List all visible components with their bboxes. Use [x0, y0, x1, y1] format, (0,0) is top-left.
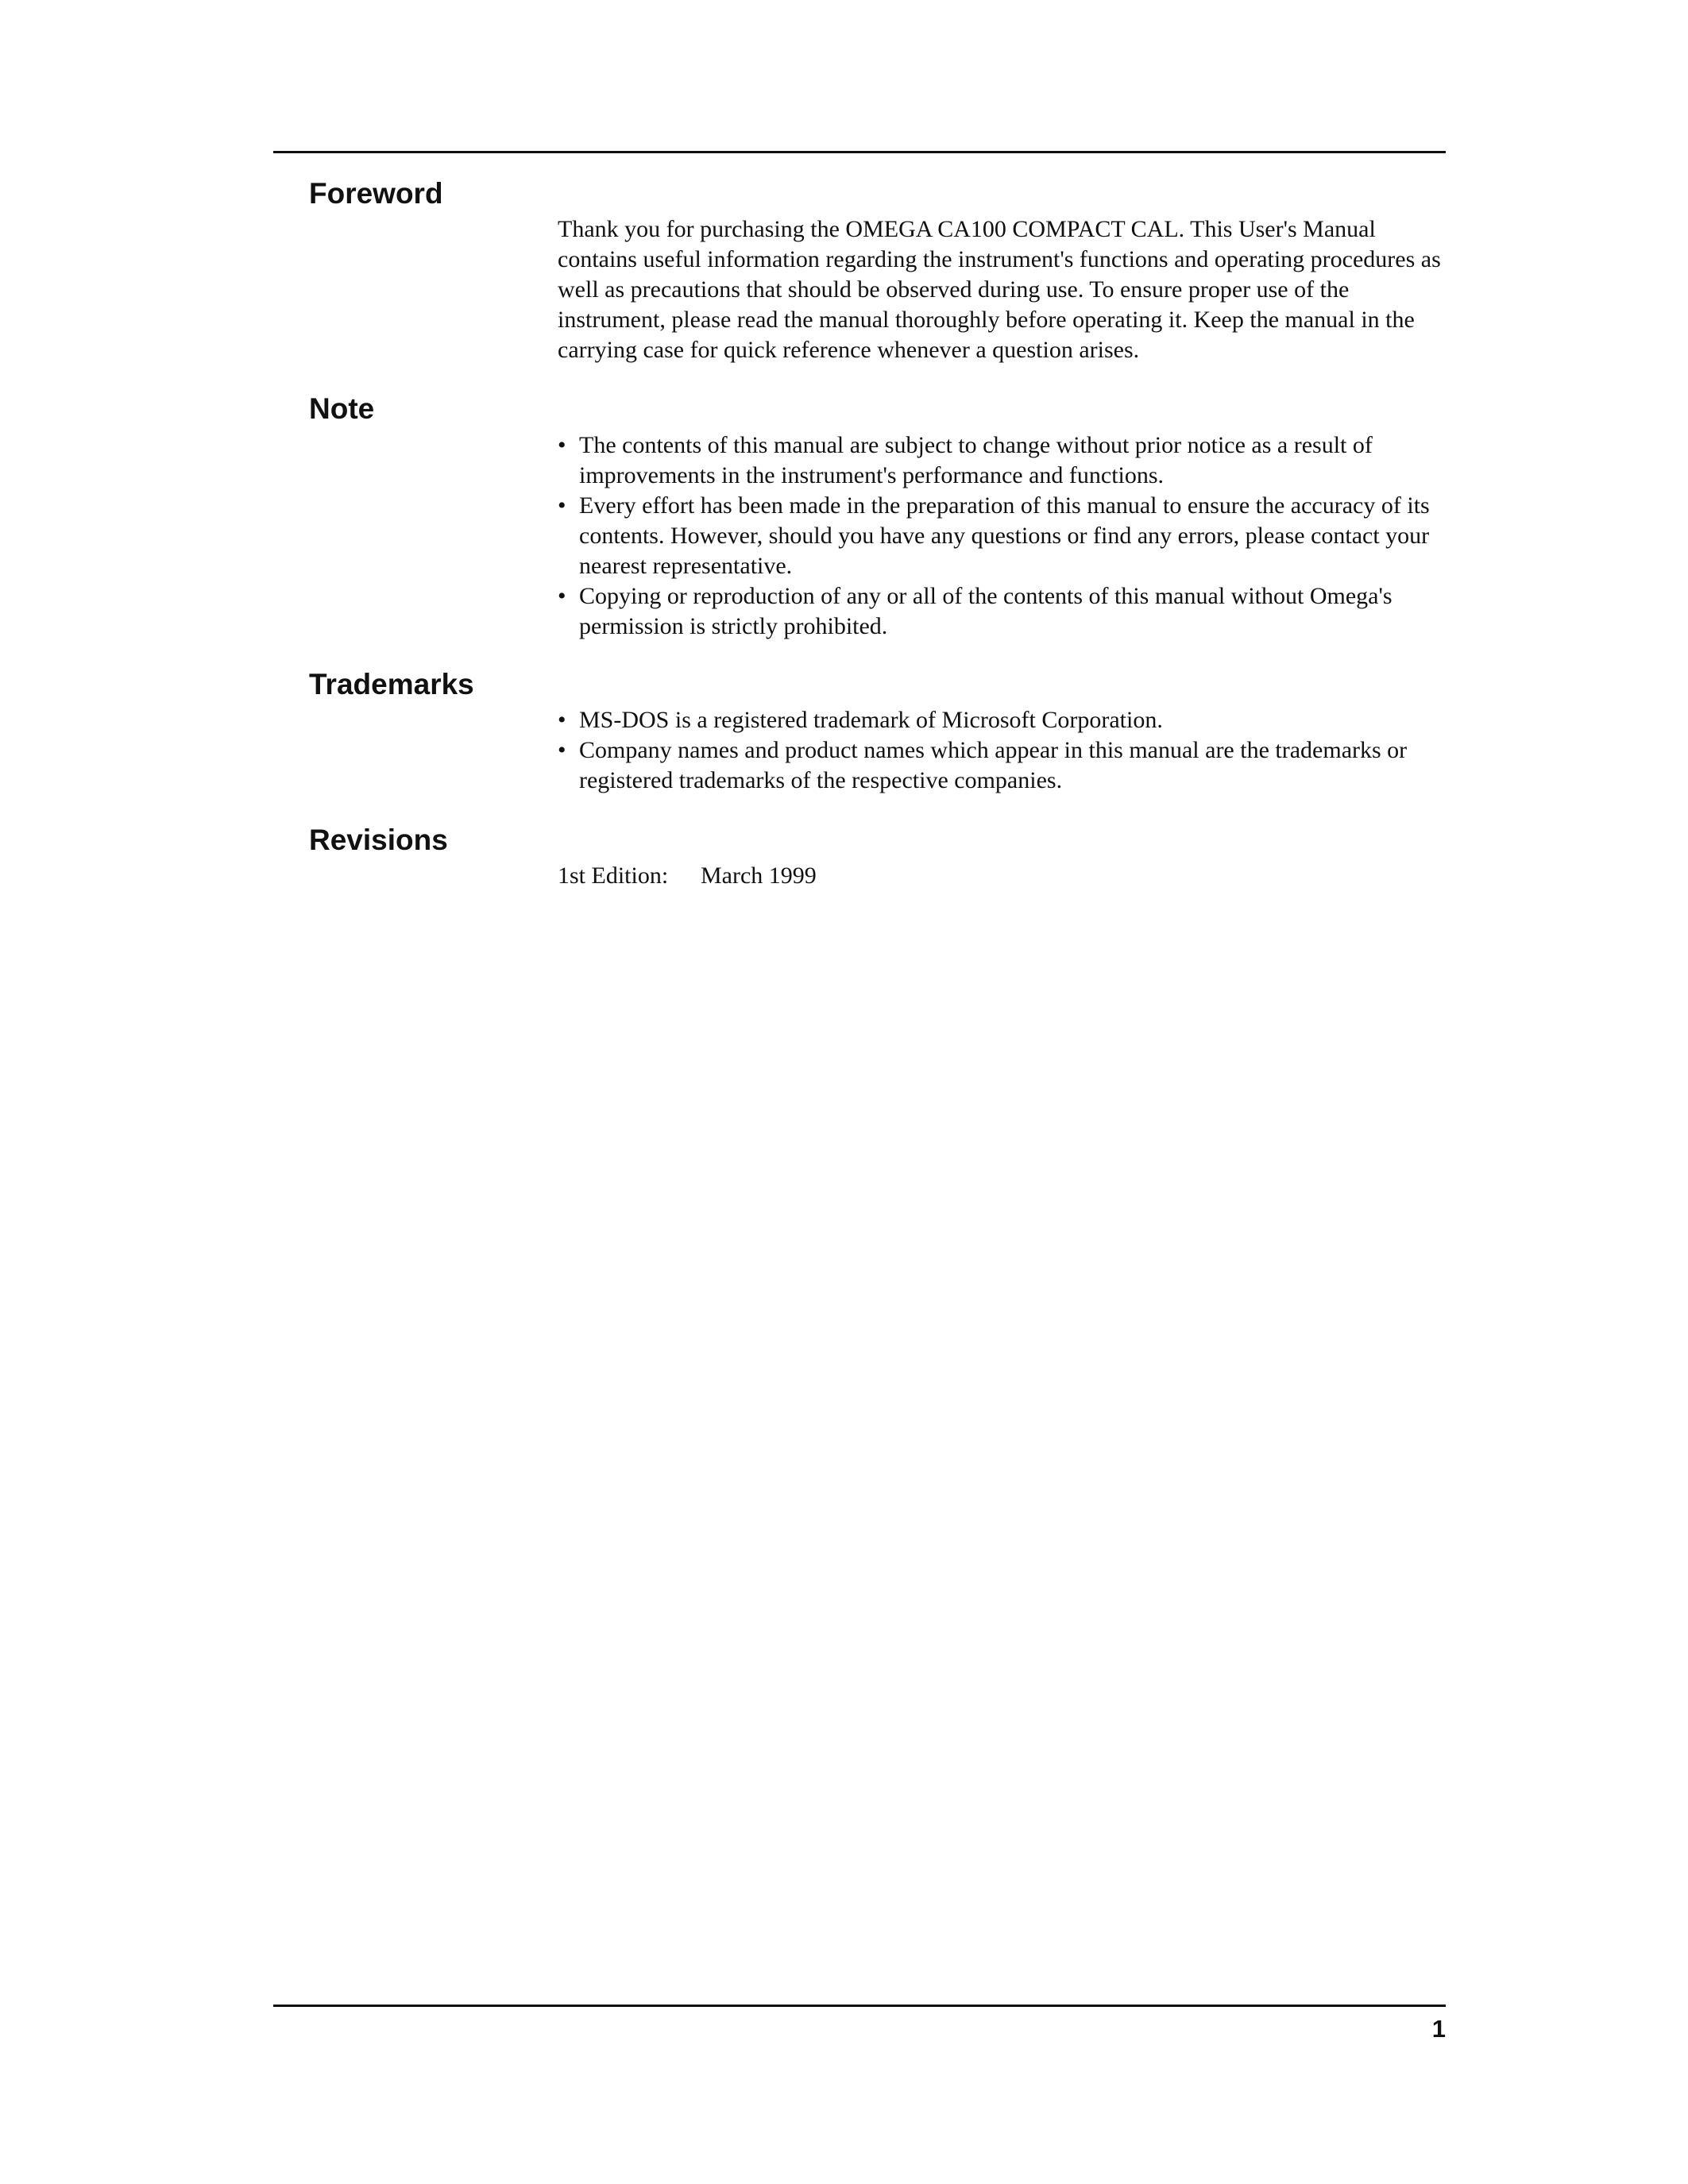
list-item [558, 735, 1447, 796]
list-item [558, 430, 1447, 491]
trademarks-heading: Trademarks [309, 668, 474, 700]
foreword-text: Thank you for purchasing the OMEGA CA100 COMPACT CAL. This User's Manual contains useful information regarding the instrument's functions and operating procedures as well as precautions that should be observed during use. To ensure proper use of the instrument, please read the manual thoroughly before operating it. Keep the manual in the carrying case for quick reference whenever a question arises. [558, 216, 1441, 363]
note-heading: Note [309, 392, 375, 425]
note-body [558, 430, 1447, 642]
page-number: 1 [1431, 2015, 1446, 2043]
revisions-body [558, 861, 1447, 891]
edition-date: March 1999 [701, 862, 817, 889]
bottom-rule [273, 2005, 1446, 2007]
note-item-text: The contents of this manual are subject to change without prior notice as a result of improvements in the instrument's performance and functions. [579, 432, 1373, 488]
trademarks-list [558, 705, 1447, 796]
trademarks-body [558, 705, 1447, 796]
trademark-item-text: MS-DOS is a registered trademark of Microsoft Corporation. [579, 707, 1163, 733]
bullet-icon: • [558, 432, 566, 458]
bullet-icon: • [558, 707, 566, 733]
note-item-text: Every effort has been made in the preparation of this manual to ensure the accuracy of its contents. However, should you have any questions or find any errors, please contact your nearest representative. [579, 492, 1430, 579]
bullet-icon: • [558, 737, 566, 763]
trademark-item-text: Company names and product names which appear in this manual are the trademarks or registered trademarks of the respective companies. [579, 737, 1408, 793]
bullet-icon: • [558, 492, 566, 519]
bullet-icon: • [558, 583, 566, 609]
revision-row [558, 861, 1447, 891]
note-list [558, 430, 1447, 642]
foreword-body [558, 214, 1447, 365]
top-rule [273, 151, 1446, 153]
note-item-text: Copying or reproduction of any or all of the contents of this manual without Omega's permission is strictly prohibited. [579, 583, 1393, 639]
revisions-heading: Revisions [309, 824, 448, 856]
foreword-heading: Foreword [309, 177, 443, 210]
list-item [558, 581, 1447, 642]
list-item [558, 705, 1447, 735]
list-item [558, 491, 1447, 581]
edition-label: 1st Edition: [558, 862, 669, 889]
